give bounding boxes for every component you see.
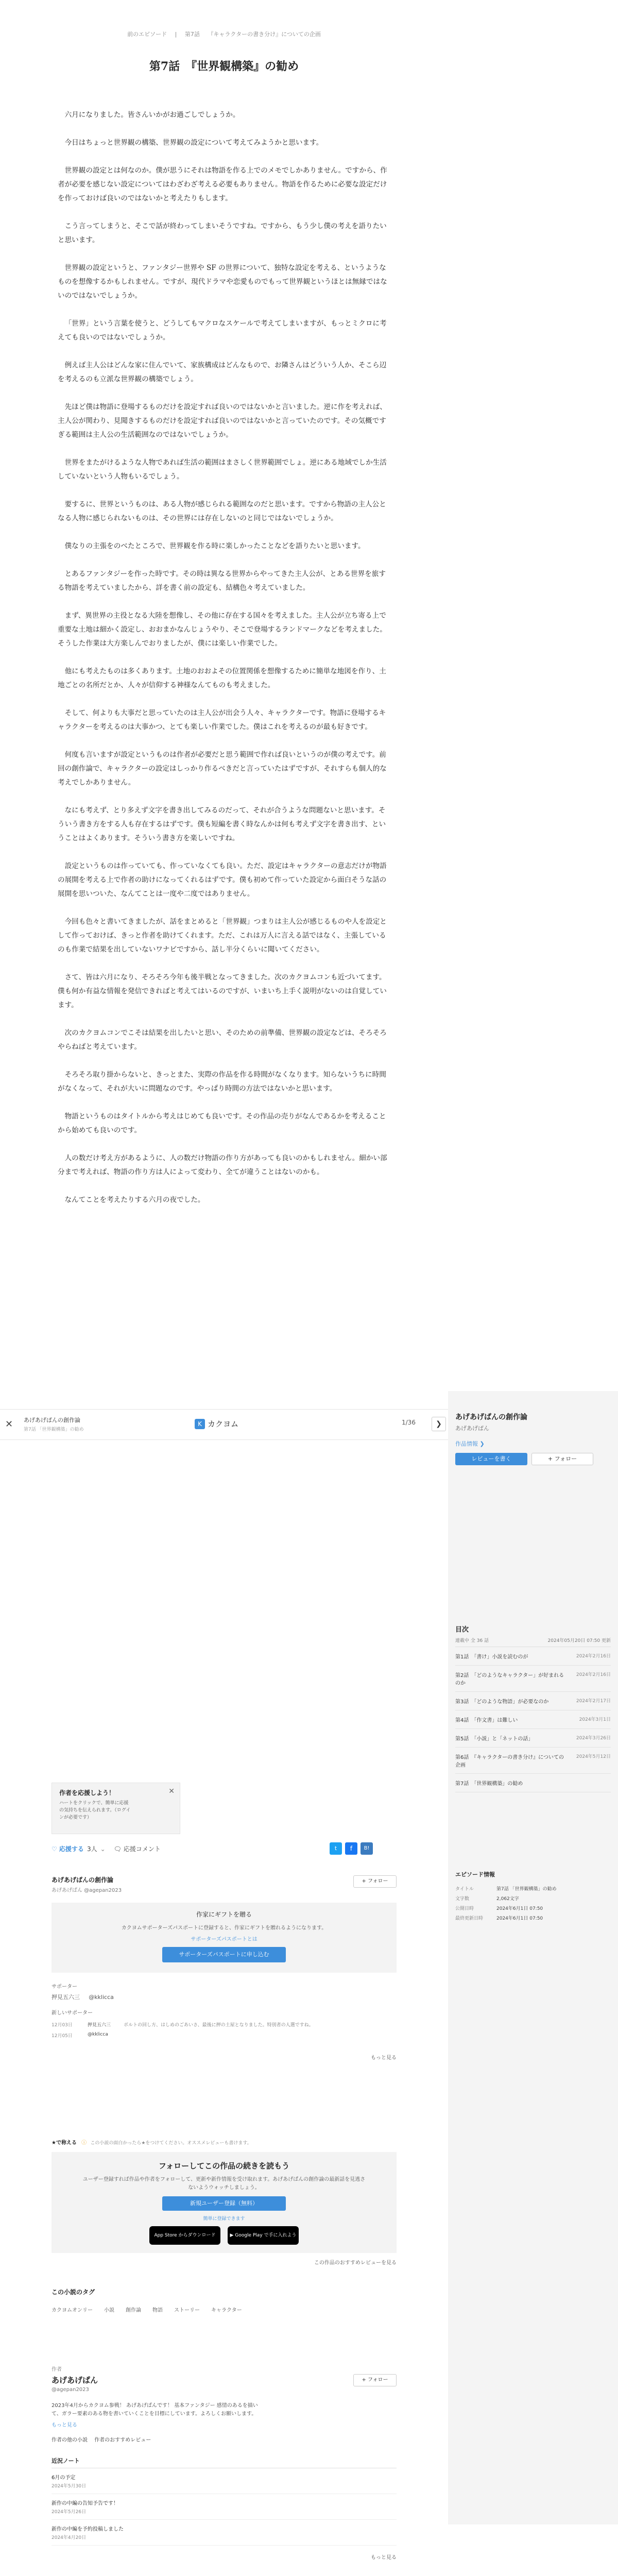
supporter-name[interactable]: @kklicca [89,1994,114,2001]
toc-item-label: 第7話 「世界観構築」の勧め [455,1781,523,1787]
episode-info-value: 第7話 「世界観構築」の勧め [496,1887,557,1892]
tag-item[interactable]: カクヨムオンリー [52,2308,93,2313]
notes-list [52,2468,397,2546]
episode-info-row [455,1893,611,1903]
supporters-list [52,1993,397,2001]
episode-info-row [455,1903,611,1913]
notes-heading: 近況ノート [52,2456,397,2468]
body-paragraph: 他にも考えたものは多くあります。土地のおおよその位置関係を想像するために簡単な地図を作り、土地ごとの名所だとか、人々が信仰する神様なんてものも考えました。 [58,667,386,689]
tag-item[interactable]: ストーリー [174,2308,200,2313]
episode-info-value: 2,062文字 [496,1896,519,1902]
recommended-reviews-link[interactable]: この作品のおすすめレビューを見る [314,2260,397,2266]
prev-episode-number: 第7話 [184,31,200,38]
next-episode-icon[interactable]: ❯ [432,1417,446,1431]
app-store-badge[interactable]: App Store からダウンロード [149,2226,220,2245]
toc-item[interactable] [455,1666,611,1692]
body-paragraph: 人の数だけ考え方があるように、人の数だけ物語の作り方があっても良いのかもしれません。細かい部分まで考えれば、物語の作り方は人によって変わり、全てが違うことはないのかも。 [58,1154,387,1176]
reader-column [0,0,448,1370]
toc-item-date: 2024年3月26日 [576,1736,611,1741]
toc-item-date: 2024年2月16日 [576,1654,611,1659]
body-paragraph: 世界をまたがけるような人物であれば生活の範囲はまさしく世界範囲でしょ。逆にある地域でしか生活していないという人物もいるでしょう。 [58,459,387,481]
note-date: 2024年5月30日 [52,2484,87,2489]
body-paragraph: なにも考えず、とり多えず文字を書き出してみるのだって、それが合うような問題ないと思います。そういう書き方をする人も存在するはずです。僕も短編を書く時なんかは何も考えず文字を書き出す、ということはよくあります。そういう書き方を楽しいですね。 [58,806,386,842]
episode-info-section [455,1870,611,1923]
body-paragraph: 次のカクヨムコンでこそは結果を出したいと思い、そのための前準備、世界観の設定などは、そろそろやらねばと考えています。 [58,1029,387,1051]
body-paragraph: さて、皆は六月になり、そろそろ今年も後半戦となってきました。次のカクヨムコンも近づいてます。僕も何か有益な情報を発信できればと考えてはいるのですが、いまいち上手く説明がないのは自覚しています。 [58,973,387,1009]
episode-info-key: タイトル [455,1887,474,1892]
author-bio: 2023年4月からカクヨム参戦！ あげあげぱんです！ 基本ファンタジー 感情のあるを描いて、ガラー要素のある物を書いていくことを目標にしています。よろしくお願いします。 [52,2403,258,2417]
follow-section [52,2138,397,2266]
tag-item[interactable]: キャラクター [211,2308,242,2313]
follow-box [52,2152,397,2253]
follow-box-title: フォローしてこの作品の続きを読もう [158,2161,290,2171]
stars-label: ★で称える [52,2140,77,2146]
cheer-button[interactable]: ♡ 応援する [52,1845,84,1853]
support-box-title: 作者を応援しよう！ [59,1789,115,1797]
body-paragraph: 今日はちょっと世界観の構築、世界観の設定について考えてみようかと思います。 [64,139,323,147]
note-item[interactable] [52,2468,397,2494]
note-title: 新作の中編の告知予告です！ [52,2501,118,2506]
new-supporter-row [52,2019,397,2030]
write-review-button[interactable]: レビューを書く [455,1453,527,1465]
tag-item[interactable]: 創作論 [126,2308,141,2313]
author-section [52,2365,397,2561]
author-other-novels-link[interactable]: 作者の他の小説 [52,2437,88,2443]
episode-info-key: 文字数 [455,1896,470,1902]
tag-item[interactable]: 小説 [104,2308,114,2313]
kakuyomu-logo-icon: K [195,1419,205,1429]
twitter-share-icon[interactable]: t [330,1842,342,1855]
gift-follow-button[interactable]: + フォロー [353,1875,397,1888]
author-bio-more[interactable]: もっと見る [52,2422,77,2428]
gift-box-title: 作家にギフトを贈る [196,1911,252,1918]
plus-icon: + [547,1455,553,1462]
body-paragraph: 今回も色々と書いてきましたが、話をまとめると「世界観」つまりは主人公が感じるものや人を設定として作っておけば、きっと作者を助けてくれます。ただ、これは万人に言える話ではなく、主張しているのも作業で結果を出していないワナビですから、話し半分くらいに聞いてください。 [58,918,387,954]
toc-item-date: 2024年2月17日 [576,1699,611,1704]
episode-info-row [455,1884,611,1893]
new-supporter-date: 12月03日 [52,2023,73,2028]
episode-info-row [455,1913,611,1923]
work-info-link[interactable]: 作品情報 ❯ [455,1440,485,1447]
author-label: 作者 [52,2367,62,2372]
gift-author[interactable]: あげあげぱん @agepan2023 [52,1888,122,1893]
toc-item[interactable] [455,1748,611,1774]
sidebar-work-title[interactable]: あげあげぱんの創作論 [455,1413,527,1421]
gift-box-text: カクヨムサポーターズパスポートに登録すると、作家にギフトを贈れるようになります。 [121,1925,327,1931]
prev-episode-title[interactable]: 『キャラクターの書き分け』についての企画 [208,31,321,38]
login-link[interactable]: 簡単に登録できます [203,2216,245,2222]
new-supporter-date: 12月05日 [52,2033,73,2039]
toc-item-label: 第1話 「書け」小説を読むのが [455,1654,528,1660]
author-name[interactable]: あげあげぱん [52,2376,98,2385]
body-paragraph: とあるファンタジーを作った時です。その時は異なる世界からやってきた主人公が、とある世界を旅する物語を考えていましたから、詳を書く前の設定も、結構色々考えていました。 [58,570,386,592]
register-button[interactable]: 新規ユーザー登録（無料） [162,2196,286,2211]
tag-item[interactable]: 物語 [152,2308,163,2313]
support-box-text: ハートをクリックで、簡単に応援の気持ちを伝えられます。（ログインが必要です） [59,1801,131,1820]
toolbar-episode-title: 第7話 「世界観構築」の勧め [24,1427,84,1432]
new-supporter-note: ボルトの回し方、はしめのごあいさ、最後に押の土屋となりました。特別者の人選ですね。 [124,2023,314,2028]
gift-section [52,1875,397,2061]
toc-item-label: 第3話 「どのような物語」が必要なのか [455,1699,549,1705]
supporter-name[interactable]: 押見五六三 [52,1994,80,2001]
toc-list [455,1647,611,1792]
google-play-badge[interactable]: ▶ Google Play で手に入れよう [228,2226,299,2245]
share-buttons [330,1842,373,1855]
sidebar [448,1391,618,2524]
tag-list [52,2306,397,2314]
note-date: 2024年5月26日 [52,2510,87,2515]
body-paragraph: 物語というものはタイトルから考えはじめても良いです。その作品の売りがなんであるかを考えることから始めても良いのです。 [58,1112,386,1134]
body-paragraph: 「世界」という言葉を使うと、どうしてもマクロなスケールで考えてしまいますが、もっとミクロに考えても良いのではないでしょうか。 [58,319,387,342]
sidebar-author[interactable]: あげあげぱん [455,1425,489,1432]
play-icon: ▶ [230,2233,234,2238]
toc-meta: 連載中 全 36 話 [455,1638,489,1643]
note-title: 6月の予定 [52,2475,76,2481]
lower-section [0,1700,448,2576]
sidebar-follow-button[interactable]: + フォロー [531,1453,593,1465]
toolbar-work-title[interactable]: あげあげぱんの創作論 [24,1417,80,1423]
body-paragraph: 僕なりの主張をのべたところで、世界観を作る時に楽しかったことなどを語りたいと思います。 [64,542,365,550]
author-follow-button[interactable]: + フォロー [353,2374,397,2386]
toc-item[interactable] [455,1710,611,1729]
tags-heading: この小説のタグ [52,2289,95,2296]
follow-box-text: ユーザー登録すれば作品や作者をフォローして、更新や新作情報を受け取れます。あげあげぱんの創作論の最新話を見逃さないようウォッチしましょう。 [82,2177,366,2191]
toc-item[interactable] [455,1692,611,1710]
close-icon[interactable]: ✕ [168,1787,175,1795]
new-supporters-heading: 新しいサポーター [52,2010,93,2016]
plus-icon: + [362,1878,366,1884]
new-supporter-row [52,2030,397,2041]
episode-body [58,108,390,1221]
gift-box [52,1903,397,1973]
close-icon[interactable]: ✕ [5,1419,13,1430]
toc-item-label: 第4話 「作文書」は難しい [455,1718,518,1723]
episode-info-value: 2024年6月1日 07:50 [496,1906,543,1911]
hatena-share-icon[interactable]: B! [360,1842,373,1855]
episode-counter: 1/36 [402,1419,416,1426]
body-paragraph: こう言ってしまうと、そこで話が終わってしまいそうですね。ですから、もう少し僕の考えを語りたいと思います。 [58,222,387,244]
support-actions [52,1844,161,1853]
body-paragraph: 要するに、世界というものは、ある人物が感じられる範囲なのだと思います。ですから物語の主人公となる人物に感じられないものは、その世界には存在しないのと同じではないでしょうか。 [58,500,386,522]
passport-info-link[interactable]: サポーターズパスポートとは [191,1937,258,1942]
author-handle: @agepan2023 [52,2387,89,2393]
author-reviews-link[interactable]: 作者のおすすめレビュー [94,2437,151,2443]
toc-section [455,1624,611,1792]
support-prompt-box [52,1783,180,1834]
body-paragraph: まず、異世界の主役となる大陸を想像し、その他に存在する国々を考えました。主人公が立ち寄る上で重要な土地は細かく設定し、おおまかなんじょうやり、そこで登場するランドマークなどを考えました。そうした作業は大方楽しんでおりましたが、僕には楽しい作業でした。 [58,612,387,648]
body-paragraph: 先ほど僕は物語に登場するものだけを設定すれば良いのではないかと言いました。逆に作を考えれば、主人公が関わり、見聞きするものだけを設定すれば良いのではないかと言っていたのです。その気概ですぎる範囲は主人公の生活範囲なのではないでしょうか。 [58,403,387,439]
facebook-share-icon[interactable]: f [345,1842,357,1855]
toc-item-date: 2024年5月12日 [576,1754,611,1759]
toc-item-date: 2024年3月1日 [579,1717,611,1722]
toc-updated: 2024年05月20日 07:50 更新 [547,1638,611,1643]
stars-hint: この小説の面白かったら★をつけてください。オススメレビューも書けます。 [90,2141,252,2146]
info-icon: ⓘ [81,2140,87,2146]
supporters-more-link[interactable]: もっと見る [371,2055,397,2061]
sidebar-work-header [455,1412,611,1465]
body-paragraph: 何度も言いますが設定というものは作者が必要だと思う範囲で作れば良いというのが僕の考えです。前回の創作論で、キャラクターの設定はしっかり作るべきだと言っていたはずですが、それすらも個人的な考えでしかありません。 [58,751,387,787]
apply-passport-button[interactable]: サポーターズパスポートに申し込む [162,1947,286,1962]
supporters-heading: サポーター [52,1984,77,1990]
prev-episode-link[interactable]: 前のエピソード [127,31,167,38]
body-paragraph: そして、何よりも大事だと思っていたのは主人公が出会う人々、キャラクターです。物語に登場するキャラクターを考えるのは大事かつ、とても楽しい作業でした。僕はこれを考えるのが最も好きです。 [58,709,386,731]
comment-icon: 🗨 [113,1845,122,1853]
toc-heading: 目次 [455,1626,469,1634]
notes-more-link[interactable]: もっと見る [371,2555,397,2561]
new-supporter-name[interactable]: 押見五六三 [88,2023,111,2028]
breadcrumb: 前のエピソード | 第7話 『キャラクターの書き分け』についての企画 [127,31,321,38]
note-item[interactable] [52,2520,397,2546]
body-paragraph: 設定というものは作っていても、作っていなくても良い。ただ、設定はキャラクターの意志だけが物語の展開を考える上で作者の助けになってくれるはずです。僕も初めて作っていた設定から面白そうな話の展開を思いついた、なんてことは一度や二度ではありません。 [58,862,387,898]
episode-info-table [455,1884,611,1923]
body-paragraph: 世界観の設定というと、ファンタジー世界や SF の世界について、独特な設定を考える、というようなものを想像するかもしれません。ですが、現代ドラマや恋愛ものでもって世界観というほとは無縁ではないのではないでしょうか。 [58,264,387,300]
episode-info-key: 公開日時 [455,1906,474,1911]
body-paragraph: 例えば主人公はどんな家に住んでいて、家族構成はどんなもので、お隣さんはどういう人か、そこら辺を考えるのも立派な世界観の構築でしょう。 [58,361,387,383]
body-paragraph: なんてことを考えたりする六月の夜でした。 [64,1196,205,1204]
chevron-down-icon[interactable]: ⌄ [100,1845,106,1853]
toc-item-date: 2024年2月16日 [576,1672,611,1677]
note-item[interactable] [52,2494,397,2520]
gift-work-title[interactable]: あげあげぱんの創作論 [52,1876,114,1884]
toc-item-label: 第5話 「小説」と「ネットの話」 [455,1736,534,1742]
note-title: 新作の中編を予約投稿しました [52,2527,124,2532]
comment-button[interactable]: 応援コメント [123,1845,161,1853]
brand-logo[interactable]: K カクヨム [195,1418,238,1429]
body-paragraph: そろそろ取り掛からないと、きっとまた、実際の作品を作る時間がなくなります。知らないうちに時間がなくなって、それが大いに問題なのです。やっぱり時間の方法ではないかと思います。 [58,1071,386,1093]
body-paragraph: 世界観の設定とは何なのか。僕が思うにそれは物語を作る上でのメモでしかありません。ですから、作者が必要を感じない設定についてはわざわざ考える必要もありません。物語を作るために必要な設定だけを作っておけば良いのではないかと考えたりもします。 [58,166,387,202]
new-supporters-list [52,2019,397,2041]
episode-title: 第7話 『世界観構築』の勧め [149,60,299,73]
toc-item[interactable] [455,1774,611,1792]
note-date: 2024年4月20日 [52,2535,87,2540]
new-supporter-name[interactable]: @kklicca [88,2032,108,2037]
tags-section [52,2287,397,2314]
episode-info-key: 最終更新日時 [455,1916,484,1921]
toc-item[interactable] [455,1647,611,1666]
plus-icon: + [362,2377,366,2383]
body-paragraph: 六月になりました。皆さんいかがお過ごしでしょうか。 [64,111,240,119]
toc-item-label: 第2話 「どのようなキャラクター」が好まれるのか [455,1673,564,1686]
episode-info-value: 2024年6月1日 07:50 [496,1916,543,1921]
toc-item[interactable] [455,1729,611,1748]
toc-item-label: 第6話 『キャラクターの書き分け』についての企画 [455,1755,564,1768]
episode-info-heading: エピソード情報 [455,1871,495,1878]
cheer-count: 3人 [87,1845,97,1853]
